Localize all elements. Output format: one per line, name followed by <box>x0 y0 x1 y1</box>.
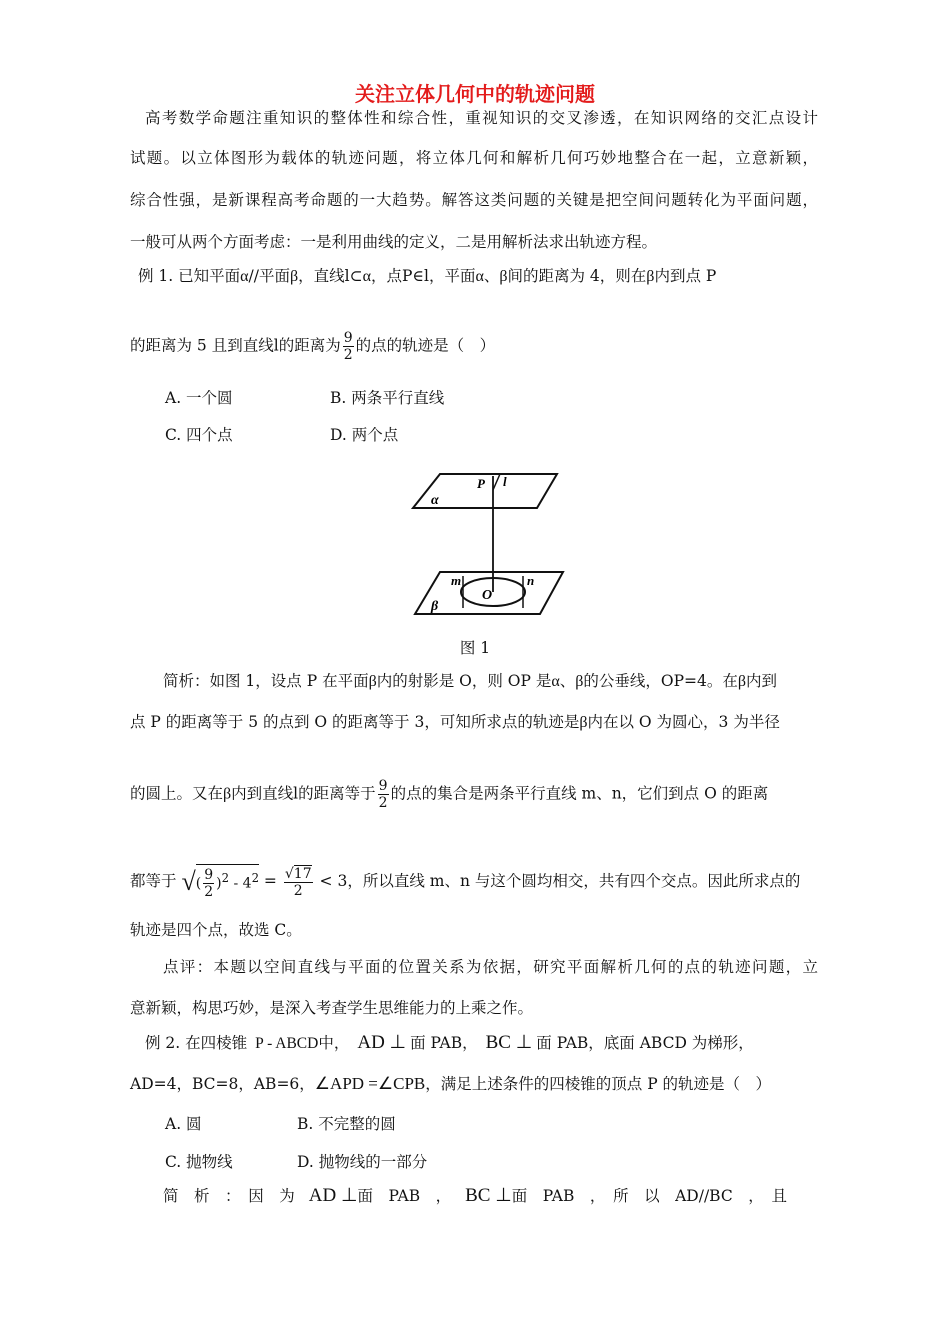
line-l-symbol: l <box>423 267 429 285</box>
beta-symbol: β <box>579 714 588 731</box>
figure-1-diagram <box>405 468 575 620</box>
example-2-statement <box>145 1033 754 1054</box>
text: 简 析 ： 因 为 <box>163 1187 295 1205</box>
label-n: n <box>527 573 535 588</box>
text: 的圆上。又在 <box>130 784 224 803</box>
figure-1-caption: 图 1 <box>459 639 491 657</box>
subset-symbol: ⊂ <box>349 267 363 285</box>
ad-perp: AD ⊥ <box>357 1032 407 1053</box>
angle-equality: ∠APD =∠CPB <box>314 1074 426 1093</box>
element-of-symbol: ∈ <box>412 267 424 285</box>
beta-symbol: β <box>737 673 747 690</box>
text: 例 1. 已知平面 <box>138 267 241 285</box>
text: 内到直线 <box>231 784 294 803</box>
text: 简析：如图 1，设点 P 在平面 <box>163 672 369 690</box>
text: 内到 <box>746 672 778 690</box>
analysis-1-line-5: 轨迹是四个点，故选 C。 <box>130 921 302 939</box>
text: ，平面 <box>428 267 476 285</box>
text: 、 <box>559 672 576 690</box>
text: ，点 <box>371 267 403 285</box>
label-alpha: α <box>431 493 439 508</box>
alpha-symbol: α <box>240 268 249 285</box>
example-1-statement <box>138 266 716 287</box>
radicand: ( $\frac{9}{2}$ )$^2 - 4^2$ <box>196 864 259 900</box>
radical-sign: √ <box>181 867 196 896</box>
exponent: 2 <box>251 870 259 885</box>
text: 面 PAB ， 所 以 AD//BC ， 且 <box>511 1187 787 1205</box>
text: ，所以直线 m、n 与这个圆均相交，共有四个交点。因此所求点的 <box>347 872 801 890</box>
label-m: m <box>451 573 462 588</box>
numerator: 9 <box>378 778 388 794</box>
text: 平面 <box>259 267 291 285</box>
intro-line-1: 高考数学命题注重知识的整体性和综合性，重视知识的交叉渗透，在知识网络的交汇点设计 <box>145 109 818 127</box>
fraction-nine-halves <box>203 867 214 900</box>
text: 面 PAB ， <box>357 1187 452 1205</box>
option-a: A. 一个圆 <box>165 389 233 407</box>
page-title: 关注立体几何中的轨迹问题 <box>355 82 595 106</box>
comment-line-1: 点评：本题以空间直线与平面的位置关系为依据，研究平面解析几何的点的轨迹问题，立 <box>163 958 818 976</box>
bc-perp: BC ⊥ <box>465 1185 512 1206</box>
text: 面 PAB， <box>410 1034 478 1052</box>
less-than-three: < 3 <box>319 872 348 890</box>
beta-symbol: β <box>575 673 584 690</box>
fraction-nine-halves <box>378 778 389 811</box>
label-o: O <box>482 588 493 603</box>
fraction-nine-halves <box>343 330 354 363</box>
denominator: 2 <box>378 795 388 811</box>
text: ，满足上述条件的四棱锥的顶点 P 的轨迹是（ ） <box>425 1075 772 1093</box>
minus-four: - 4 <box>233 875 252 892</box>
analysis-1-line-2 <box>130 712 780 733</box>
intro-line-2: 试题。以立体图形为载体的轨迹问题，将立体几何和解析几何巧妙地整合在一起，立意新颖， <box>130 149 818 167</box>
point-p: P <box>402 267 413 285</box>
text: 间的距离为 4，则在 <box>507 267 647 285</box>
alpha-symbol: α <box>551 673 560 690</box>
line-l <box>493 474 500 490</box>
text: 内的射影是 O，则 OP 是 <box>376 672 552 690</box>
text: 的距离为 5 且到直线 <box>130 336 274 355</box>
ad-perp: AD ⊥ <box>308 1185 358 1206</box>
sqrt-17: 17 <box>293 865 312 882</box>
text: 的距离为 <box>278 336 341 355</box>
text: 点 P 的距离等于 5 的点到 O 的距离等于 3，可知所求点的轨迹是 <box>130 713 580 731</box>
text: 面 PAB，底面 ABCD 为梯形， <box>536 1034 754 1052</box>
label-beta: β <box>431 599 439 614</box>
option-c: C. 抛物线 <box>165 1153 233 1171</box>
option-d: D. 抛物线的一部分 <box>297 1153 428 1171</box>
example-2-statement-cont <box>130 1074 771 1094</box>
beta-symbol: β <box>223 785 232 803</box>
denominator: 2 <box>343 347 353 363</box>
analysis-2-line-1 <box>163 1186 818 1206</box>
text: 的公垂线，OP=4。在 <box>583 672 738 690</box>
denominator: 2 <box>293 882 303 899</box>
option-c: C. 四个点 <box>165 426 233 444</box>
text: 的点的轨迹是（ ） <box>355 336 496 355</box>
text: 内在以 O 为圆心，3 为半径 <box>587 713 780 731</box>
text: 中， <box>318 1034 350 1052</box>
line-l-symbol: l <box>293 784 299 803</box>
label-l: l <box>503 474 507 489</box>
text: 例 2. 在四棱锥 <box>145 1034 248 1052</box>
option-d: D. 两个点 <box>330 426 399 444</box>
option-b: B. 不完整的圆 <box>297 1115 396 1133</box>
text: AD=4，BC=8，AB=6， <box>130 1075 315 1093</box>
exponent: 2 <box>221 870 230 885</box>
line-l-symbol: l <box>273 336 279 355</box>
intro-line-4: 一般可从两个方面考虑：一是利用曲线的定义，二是用解析法求出轨迹方程。 <box>130 233 658 251</box>
text: 都等于 <box>130 872 177 890</box>
alpha-symbol: α <box>475 268 484 285</box>
text: ，直线 <box>298 267 345 285</box>
line-l-symbol: l <box>344 267 350 285</box>
denominator: 2 <box>204 884 214 900</box>
equals-sign: = <box>263 872 277 890</box>
text: 、 <box>483 267 500 285</box>
parallel-symbol: // <box>248 267 259 285</box>
numerator: 9 <box>204 867 214 883</box>
analysis-1-line-4 <box>130 864 800 900</box>
intro-line-3: 综合性强，是新课程高考命题的一大趋势。解答这类问题的关键是把空间问题转化为平面问题， <box>130 191 818 209</box>
pyramid-name: P - ABCD <box>255 1035 319 1052</box>
example-1-statement-cont <box>130 330 495 363</box>
beta-symbol: β <box>290 268 299 285</box>
numerator: 9 <box>343 330 353 346</box>
analysis-1-line-1 <box>163 671 777 692</box>
sqrt-expression <box>181 864 259 900</box>
beta-symbol: β <box>646 268 655 285</box>
text: 的距离等于 <box>298 784 376 803</box>
text: 的点的集合是两条平行直线 m、n，它们到点 O 的距离 <box>390 784 769 803</box>
fraction-sqrt17-halves <box>284 866 313 899</box>
analysis-1-line-3 <box>130 778 768 811</box>
beta-symbol: β <box>368 673 377 690</box>
text: 内到点 P <box>654 267 717 285</box>
comment-line-2: 意新颖，构思巧妙，是深入考查学生思维能力的上乘之作。 <box>130 999 534 1017</box>
alpha-symbol: α <box>362 268 372 285</box>
option-b: B. 两条平行直线 <box>330 389 445 407</box>
label-p: P <box>477 476 485 491</box>
bc-perp: BC ⊥ <box>485 1032 533 1053</box>
option-a: A. 圆 <box>165 1115 202 1133</box>
numerator: √17 <box>284 865 312 882</box>
beta-symbol: β <box>499 268 508 285</box>
